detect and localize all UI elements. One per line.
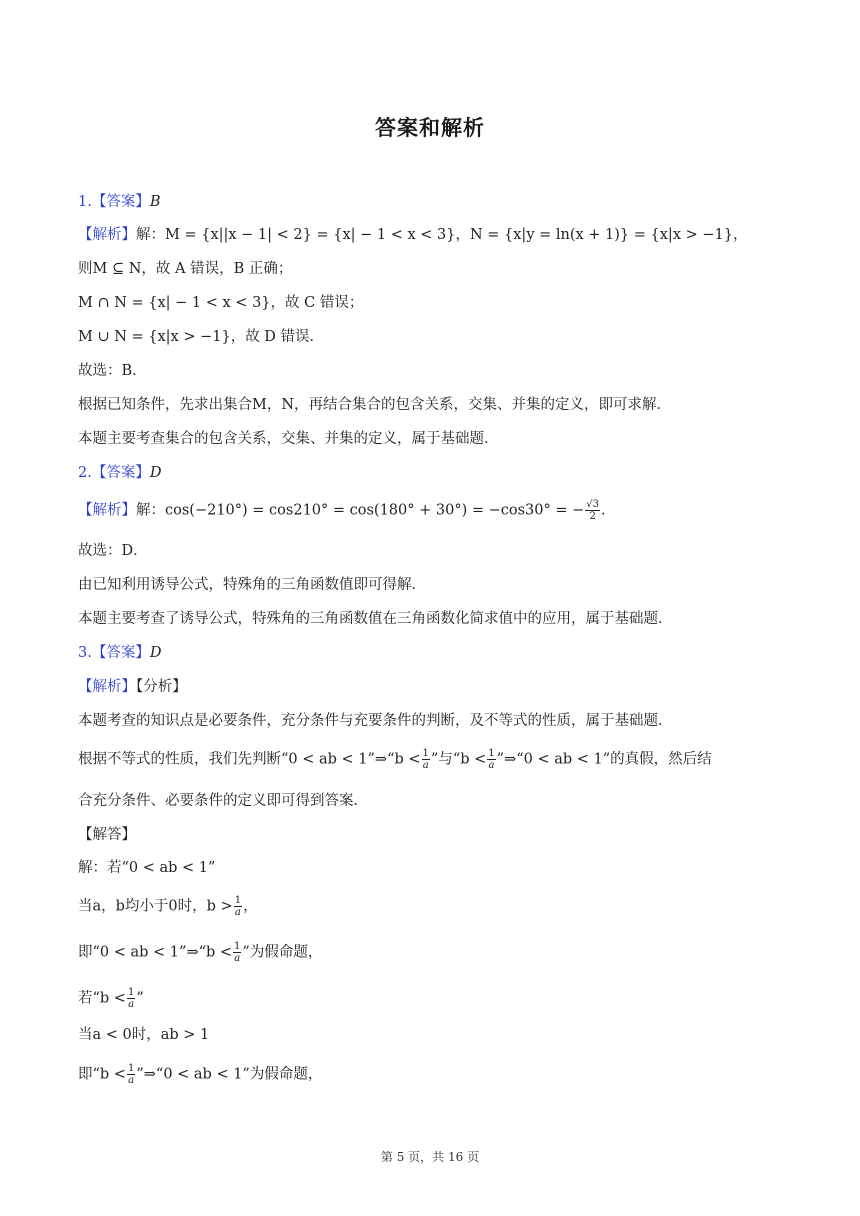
fraction-den: a — [234, 907, 241, 918]
q3-line-6-a: 即“0 < ab < 1”⇒“b < — [78, 944, 233, 961]
q3-answer-tag: 【答案】 — [91, 645, 150, 661]
q3-line-6 — [78, 941, 322, 964]
q3-line-5 — [78, 895, 258, 918]
q3-fraction-3 — [234, 895, 242, 918]
q3-line-8: 当a < 0时，ab > 1 — [78, 1027, 210, 1043]
q1-answer-tag: 【答案】 — [91, 194, 150, 210]
q3-fraction-6 — [127, 1063, 135, 1086]
q3-fraction-1 — [422, 748, 430, 771]
q1-line-3: M ∩ N = {x| − 1 < x < 3}，故 C 错误； — [78, 295, 364, 311]
q1-line-6: 根据已知条件，先求出集合M，N，再结合集合的包含关系，交集、并集的定义，即可求解． — [78, 397, 672, 413]
q3-fraction-4 — [233, 941, 241, 964]
q1-analysis-line — [78, 225, 747, 245]
q1-line-7: 本题主要考查集合的包含关系，交集、并集的定义，属于基础题． — [78, 431, 499, 447]
q2-line-2: 故选：D． — [78, 543, 148, 559]
q3-line-1: 本题考查的知识点是必要条件，充分条件与充要条件的判断，及不等式的性质，属于基础题． — [78, 713, 673, 729]
q2-line-1: 解：cos(−210°) = cos210° = cos(180° + 30°) = −cos30° = − — [136, 502, 585, 519]
q3-line-5-a: 当a，b均小于0时，b > — [78, 898, 233, 915]
q3-line-2-b: ”与“b < — [430, 751, 487, 768]
q3-line-2-a: 根据不等式的性质，我们先判断“0 < ab < 1”⇒“b < — [78, 751, 421, 768]
q3-line-7 — [78, 987, 144, 1010]
fraction-num: 1 — [234, 941, 241, 952]
q3-answer: D — [149, 645, 162, 661]
q3-fraction-2 — [487, 748, 495, 771]
q3-analysis-line — [78, 677, 187, 697]
q3-line-4: 解：若“0 < ab < 1” — [78, 860, 216, 876]
fraction-den: a — [128, 999, 135, 1010]
q1-answer: B — [149, 194, 161, 210]
page-footer: 第 5 页，共 16 页 — [380, 1150, 480, 1164]
q1-line-5: 故选：B． — [78, 363, 147, 379]
q3-line-2-c: ”⇒“0 < ab < 1”的真假，然后结 — [496, 751, 712, 768]
q1-answer-line — [78, 192, 161, 212]
q3-line-9-a: 即“b < — [78, 1066, 126, 1083]
q3-number: 3. — [78, 645, 92, 661]
q1-line-4: M ∪ N = {x|x > −1}，故 D 错误． — [78, 329, 325, 345]
q3-line-7-a: 若“b < — [78, 990, 126, 1007]
q3-answer-line — [78, 643, 161, 663]
q2-fraction-den: 2 — [589, 511, 596, 522]
fraction-num: 1 — [422, 748, 429, 759]
fraction-den: a — [422, 760, 429, 771]
fraction-den: a — [128, 1075, 135, 1086]
q3-jieda-tag: 【解答】 — [78, 827, 136, 843]
q3-fraction-5 — [127, 987, 135, 1010]
q3-line-7-b: ” — [136, 990, 144, 1007]
q2-fraction — [585, 499, 600, 522]
q2-line-4: 本题主要考查了诱导公式，特殊角的三角函数值在三角函数化简求值中的应用，属于基础题． — [78, 611, 673, 627]
q2-fraction-num: √3 — [586, 499, 599, 510]
fraction-num: 1 — [127, 1063, 135, 1074]
q2-analysis-line — [78, 499, 606, 522]
q2-answer: D — [149, 465, 162, 481]
q1-analysis-tag: 【解析】 — [78, 227, 136, 243]
fraction-den: a — [488, 760, 495, 771]
q3-fenxi-tag: 【分析】 — [136, 679, 187, 695]
q2-line-1-post: . — [601, 502, 606, 519]
fraction-num: 1 — [488, 748, 495, 759]
q2-answer-tag: 【答案】 — [91, 465, 150, 481]
q3-line-2 — [78, 748, 712, 771]
q2-answer-line — [78, 463, 161, 483]
fraction-den: a — [234, 953, 241, 964]
fraction-num: 1 — [234, 895, 242, 906]
q3-line-9-b: ”⇒“0 < ab < 1”为假命题， — [136, 1066, 323, 1083]
q3-line-9 — [78, 1063, 322, 1086]
q3-line-3: 合充分条件、必要条件的定义即可得到答案． — [78, 793, 368, 809]
q2-number: 2. — [78, 465, 92, 481]
q1-line-2: 则M ⊆ N，故 A 错误，B 正确； — [78, 261, 293, 277]
q2-line-3: 由已知利用诱导公式，特殊角的三角函数值即可得解． — [78, 577, 426, 593]
q1-number: 1. — [78, 194, 92, 210]
q2-analysis-tag: 【解析】 — [78, 502, 136, 519]
q1-line-1: 解：M = {x||x − 1| < 2} = {x| − 1 < x < 3}，N = {x|y = ln(x + 1)} = {x|x > −1}， — [136, 227, 748, 243]
page-title: 答案和解析 — [375, 116, 485, 140]
fraction-num: 1 — [127, 987, 135, 998]
q3-line-5-b: ， — [243, 898, 258, 915]
q3-line-6-b: ”为假命题， — [242, 944, 323, 961]
q3-analysis-tag: 【解析】 — [78, 679, 136, 695]
